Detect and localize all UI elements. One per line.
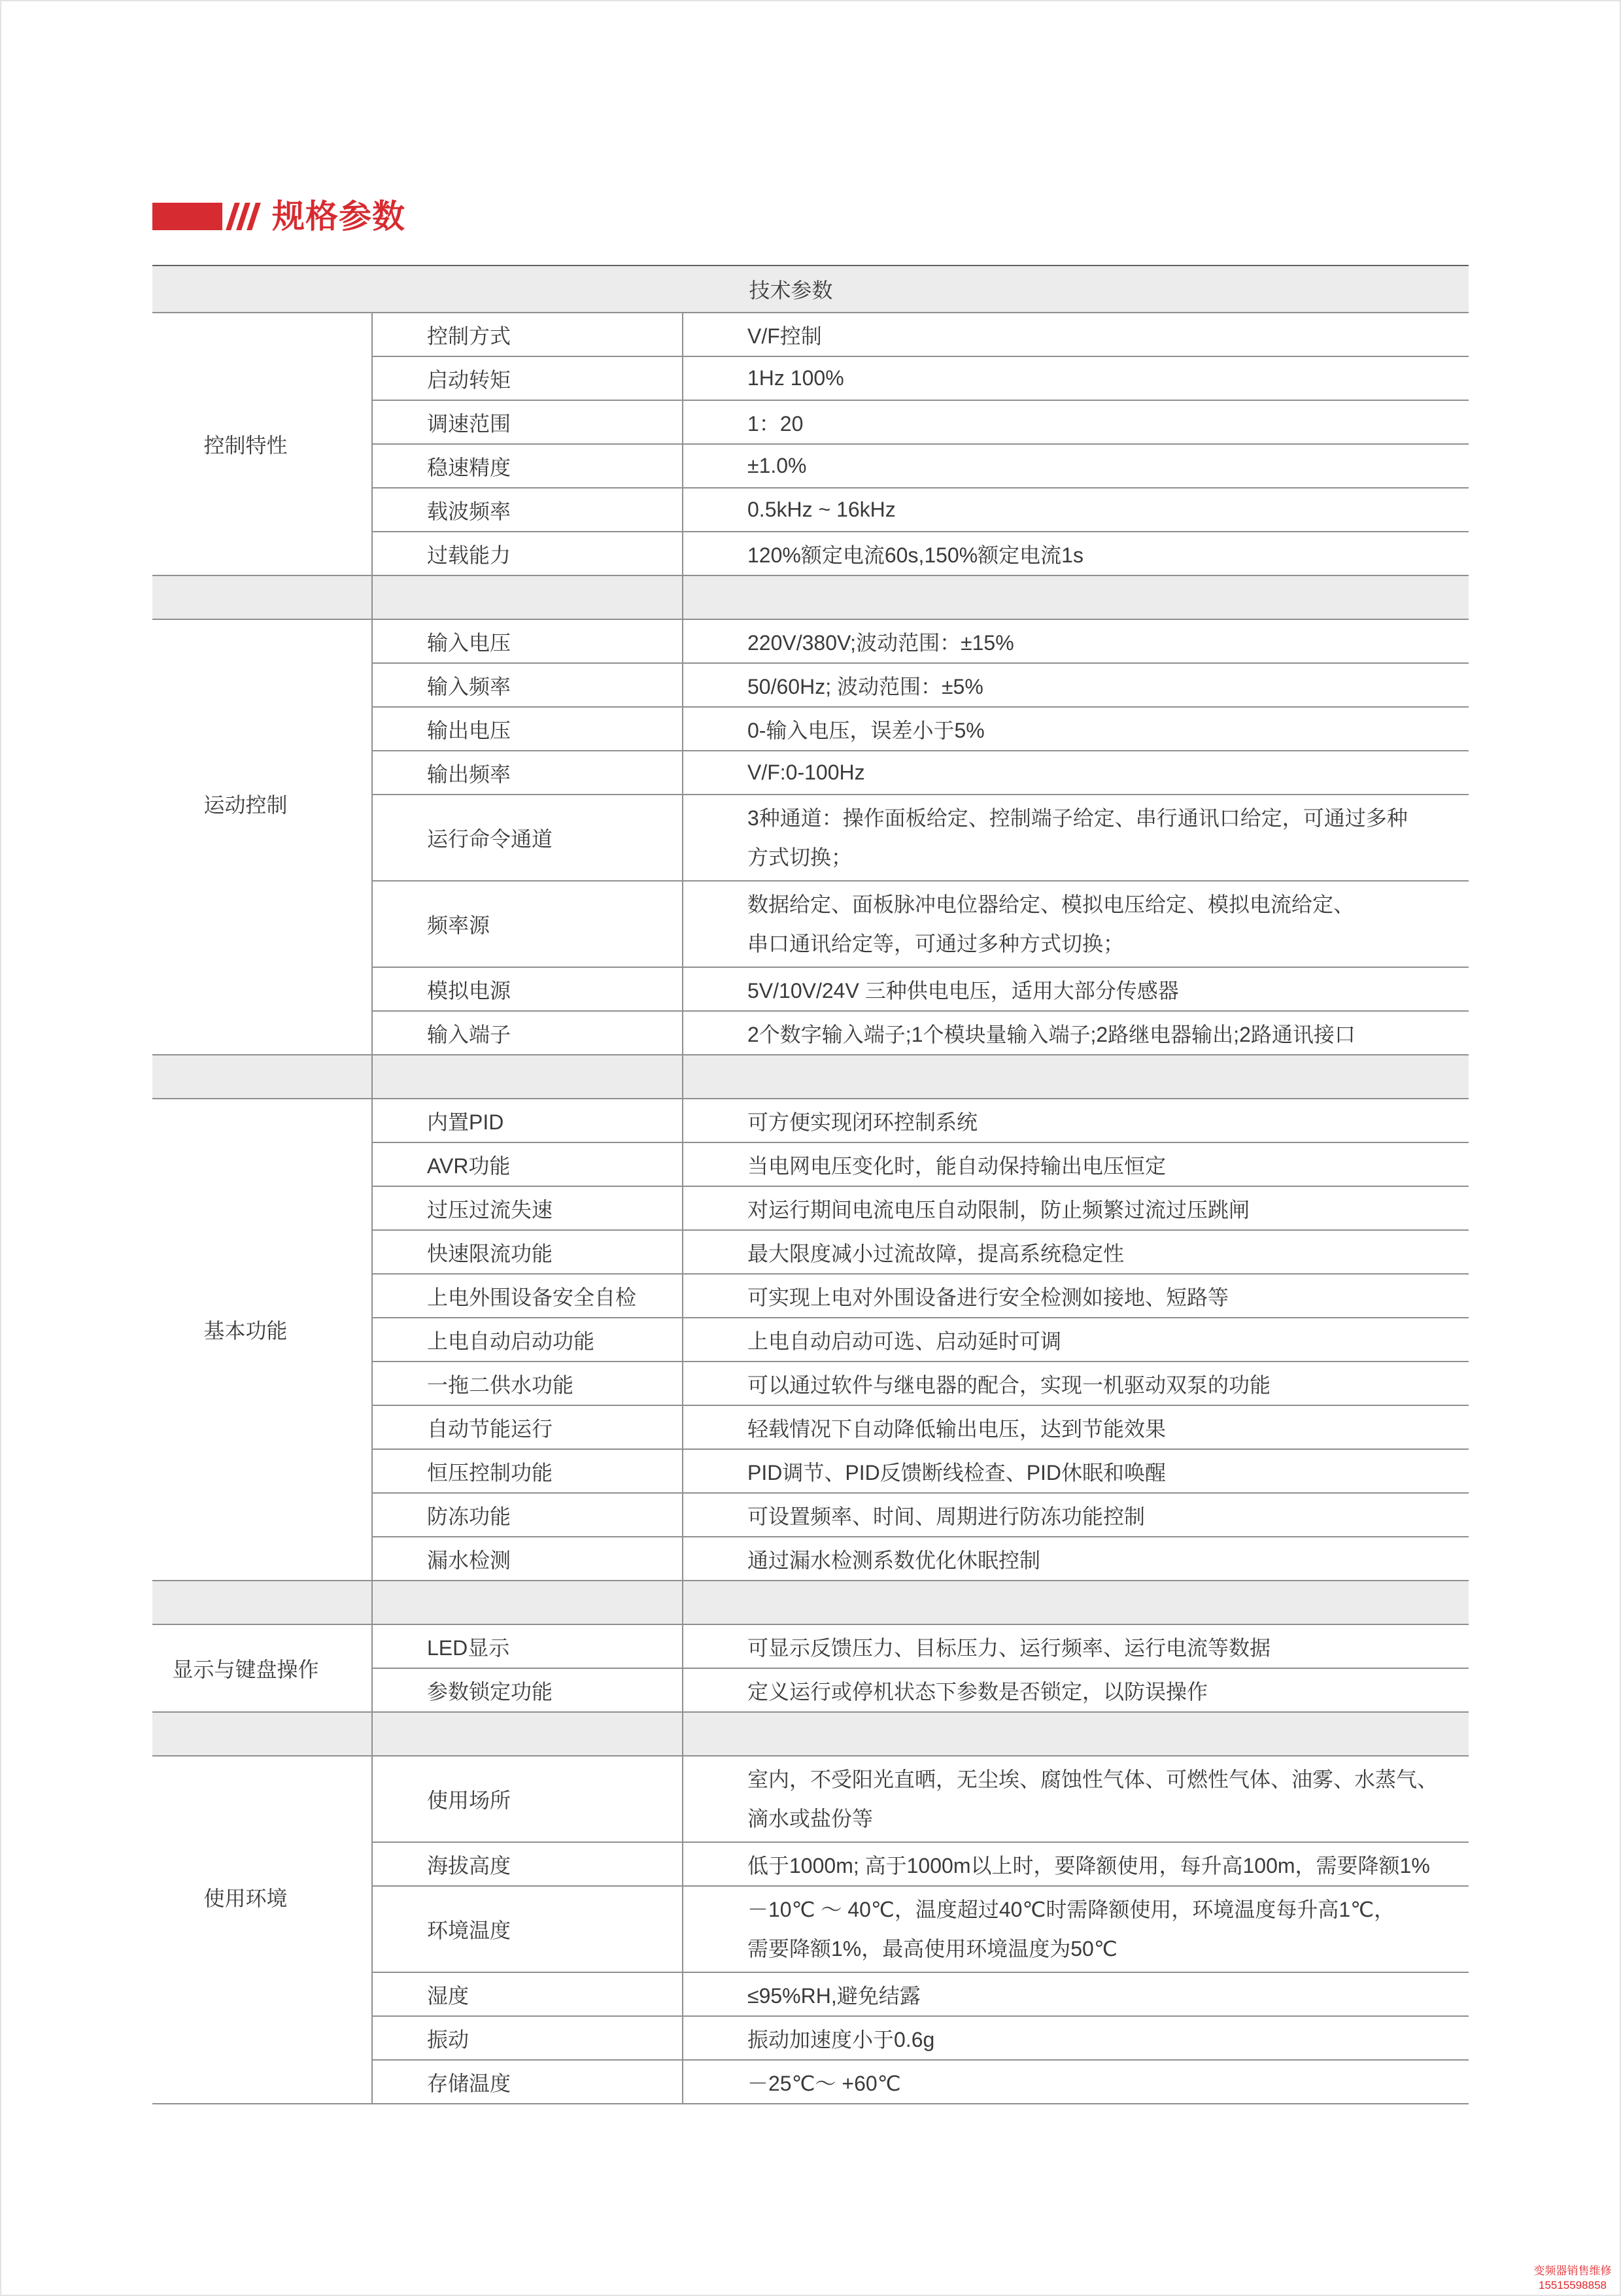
spacer-row [152, 1055, 1469, 1099]
param-value: 5V/10V/24V 三种供电电压，适用大部分传感器 [683, 967, 1469, 1011]
param-name: 过载能力 [372, 532, 683, 575]
group-label: 运动控制 [152, 619, 372, 1055]
param-name: 运行命令通道 [372, 795, 683, 881]
param-value: 0.5kHz ~ 16kHz [683, 488, 1469, 532]
param-name: 输出电压 [372, 707, 683, 751]
param-value: －25℃～ +60℃ [683, 2060, 1469, 2104]
spacer-cell [683, 575, 1469, 619]
param-value: PID调节、PID反馈断线检查、PID休眠和唤醒 [683, 1449, 1469, 1493]
param-value: V/F控制 [683, 313, 1469, 356]
param-value-line: 3种通道：操作面板给定、控制端子给定、串行通讯口给定，可通过多种 [747, 806, 1408, 830]
param-name: 启动转矩 [372, 356, 683, 400]
param-name: 过压过流失速 [372, 1186, 683, 1230]
table-row [152, 1099, 1469, 1142]
param-value-line: 需要降额1%，最高使用环境温度为50℃ [747, 1937, 1118, 1961]
param-name: 输入端子 [372, 1011, 683, 1055]
group-label: 控制特性 [152, 313, 372, 575]
param-name: 湿度 [372, 1972, 683, 2016]
spacer-cell [372, 1055, 683, 1099]
section-title: 规格参数 [272, 198, 405, 235]
param-name: 载波频率 [372, 488, 683, 532]
param-name: 海拔高度 [372, 1842, 683, 1886]
table-row [152, 1624, 1469, 1668]
spacer-cell [152, 1712, 372, 1756]
table-row [152, 619, 1469, 663]
param-value [683, 1756, 1469, 1842]
param-name: AVR功能 [372, 1142, 683, 1186]
group-label: 基本功能 [152, 1099, 372, 1581]
param-value: 2个数字输入端子;1个模块量输入端子;2路继电器输出;2路通讯接口 [683, 1011, 1469, 1055]
param-name: 输入电压 [372, 619, 683, 663]
spacer-cell [372, 575, 683, 619]
spec-table [152, 265, 1469, 2104]
param-value: 220V/380V;波动范围：±15% [683, 619, 1469, 663]
param-value: 通过漏水检测系数优化休眠控制 [683, 1537, 1469, 1581]
watermark-text: 变频器销售维修 [1533, 2265, 1612, 2277]
param-value: 振动加速度小于0.6g [683, 2016, 1469, 2060]
group-label: 显示与键盘操作 [152, 1624, 372, 1712]
spacer-cell [683, 1712, 1469, 1756]
param-name: 环境温度 [372, 1886, 683, 1972]
param-name: 内置PID [372, 1099, 683, 1142]
param-name: 上电外围设备安全自检 [372, 1274, 683, 1318]
param-name: 漏水检测 [372, 1537, 683, 1581]
spacer-row [152, 1712, 1469, 1756]
param-name: 一拖二供水功能 [372, 1362, 683, 1405]
param-name: 参数锁定功能 [372, 1668, 683, 1712]
param-name: 防冻功能 [372, 1493, 683, 1537]
param-name: 控制方式 [372, 313, 683, 356]
param-value: 上电自动启动可选、启动延时可调 [683, 1318, 1469, 1362]
param-value [683, 881, 1469, 967]
param-value: 可以通过软件与继电器的配合，实现一机驱动双泵的功能 [683, 1362, 1469, 1405]
param-value: 1：20 [683, 400, 1469, 444]
param-value-line: 室内，不受阳光直晒，无尘埃、腐蚀性气体、可燃性气体、油雾、水蒸气、 [747, 1768, 1439, 1791]
param-name: 上电自动启动功能 [372, 1318, 683, 1362]
param-value: 对运行期间电流电压自动限制，防止频繁过流过压跳闸 [683, 1186, 1469, 1230]
param-value: 低于1000m; 高于1000m以上时，要降额使用，每升高100m，需要降额1% [683, 1842, 1469, 1886]
spacer-row [152, 575, 1469, 619]
table-row [152, 313, 1469, 356]
param-name: 输入频率 [372, 663, 683, 707]
param-value: V/F:0-100Hz [683, 751, 1469, 795]
param-value: 0-输入电压，误差小于5% [683, 707, 1469, 751]
param-value: ≤95%RH,避免结露 [683, 1972, 1469, 2016]
param-value: 定义运行或停机状态下参数是否锁定，以防误操作 [683, 1668, 1469, 1712]
spacer-cell [372, 1712, 683, 1756]
param-value: ±1.0% [683, 444, 1469, 488]
table-row [152, 1756, 1469, 1842]
spacer-row [152, 1581, 1469, 1624]
param-name: 存储温度 [372, 2060, 683, 2104]
param-value: 50/60Hz; 波动范围：±5% [683, 663, 1469, 707]
spacer-cell [683, 1581, 1469, 1624]
param-value [683, 1886, 1469, 1972]
table-header: 技术参数 [152, 266, 1469, 313]
param-value: 最大限度减小过流故障，提高系统稳定性 [683, 1230, 1469, 1274]
param-name: 调速范围 [372, 400, 683, 444]
param-value: 可方便实现闭环控制系统 [683, 1099, 1469, 1142]
param-value-line: －10℃ ～ 40℃，温度超过40℃时需降额使用，环境温度每升高1℃， [747, 1898, 1395, 1921]
param-name: 振动 [372, 2016, 683, 2060]
param-name: 恒压控制功能 [372, 1449, 683, 1493]
param-value: 可设置频率、时间、周期进行防冻功能控制 [683, 1493, 1469, 1537]
spacer-cell [152, 575, 372, 619]
title-accent-bar [152, 203, 222, 230]
spacer-cell [152, 1055, 372, 1099]
spacer-cell [152, 1581, 372, 1624]
param-value-line: 滴水或盐份等 [747, 1807, 874, 1830]
watermark [1530, 2264, 1615, 2293]
spacer-cell [683, 1055, 1469, 1099]
param-value [683, 795, 1469, 881]
watermark-phone: 15515598858 [1538, 2279, 1607, 2291]
param-value-line: 方式切换； [747, 846, 853, 869]
param-name: LED显示 [372, 1624, 683, 1668]
table-header-row [152, 266, 1469, 313]
param-name: 自动节能运行 [372, 1405, 683, 1449]
param-name: 快速限流功能 [372, 1230, 683, 1274]
param-name: 输出频率 [372, 751, 683, 795]
param-value: 轻载情况下自动降低输出电压，达到节能效果 [683, 1405, 1469, 1449]
param-name: 模拟电源 [372, 967, 683, 1011]
param-name: 稳速精度 [372, 444, 683, 488]
param-name: 使用场所 [372, 1756, 683, 1842]
param-name: 频率源 [372, 881, 683, 967]
param-value-line: 串口通讯给定等，可通过多种方式切换； [747, 932, 1125, 955]
param-value: 当电网电压变化时，能自动保持输出电压恒定 [683, 1142, 1469, 1186]
param-value-line: 数据给定、面板脉冲电位器给定、模拟电压给定、模拟电流给定、 [747, 893, 1355, 916]
group-label: 使用环境 [152, 1756, 372, 2104]
param-value: 可实现上电对外围设备进行安全检测如接地、短路等 [683, 1274, 1469, 1318]
spacer-cell [372, 1581, 683, 1624]
param-value: 120%额定电流60s,150%额定电流1s [683, 532, 1469, 575]
param-value: 可显示反馈压力、目标压力、运行频率、运行电流等数据 [683, 1624, 1469, 1668]
param-value: 1Hz 100% [683, 356, 1469, 400]
